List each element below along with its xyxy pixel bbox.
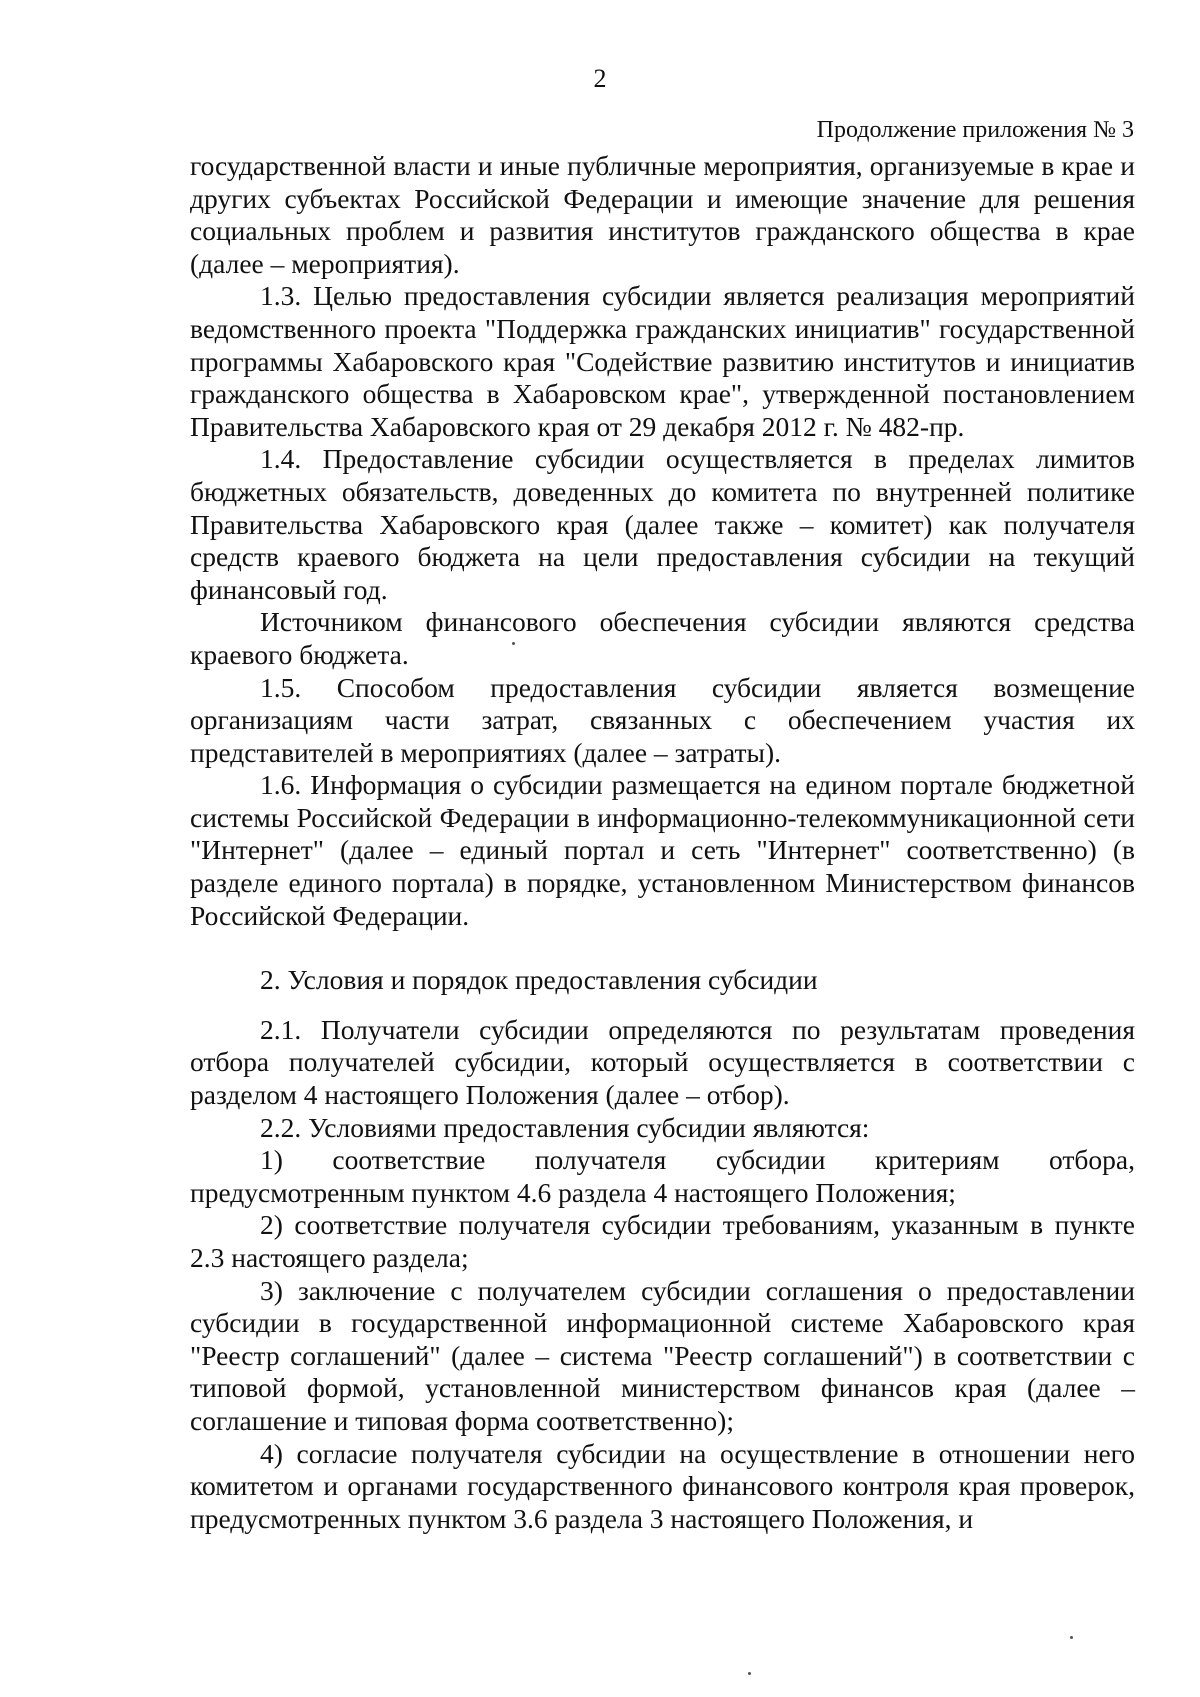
paragraph-1-3: 1.3. Целью предоставления субсидии является реализация мероприятий ведомственного проекта "Поддержка гражданских инициатив" государственной программы Хабаровского края "Содействие развитию институтов и инициатив гражданского общества в Хабаровском крае", утвержденной постановлением Правительства Хабаровского края от 29 декабря 2012 г. № 482-пр. bbox=[190, 280, 1135, 442]
section-heading: 2. Условия и порядок предоставления субсидии bbox=[260, 964, 818, 996]
scan-speck-mark bbox=[512, 642, 515, 645]
paragraph-1-5: 1.5. Способом предоставления субсидии является возмещение организациям части затрат, связанных с обеспечением участия их представителей в мероприятиях (далее – затраты). bbox=[190, 671, 1135, 768]
scan-speck-mark bbox=[748, 1672, 751, 1675]
paragraph-2-2: 2.2. Условиями предоставления субсидии являются: bbox=[260, 1111, 870, 1143]
paragraph-continued: государственной власти и иные публичные мероприятия, организуемые в крае и других субъектах Российской Федерации и имеющие значение для решения социальных проблем и развития институтов гражданского общества в крае (далее – мероприятия). bbox=[190, 150, 1135, 279]
paragraph-funding-source: Источником финансового обеспечения субсидии являются средства краевого бюджета. bbox=[190, 606, 1135, 670]
appendix-continuation-label: Продолжение приложения № 3 bbox=[816, 117, 1134, 143]
list-item-4: 4) согласие получателя субсидии на осуществление в отношении него комитетом и органами государственного финансового контроля края проверок, предусмотренных пунктом 3.6 раздела 3 настоящего Положения, и bbox=[190, 1437, 1135, 1534]
page-number: 2 bbox=[593, 64, 607, 93]
paragraph-2-1: 2.1. Получатели субсидии определяются по результатам проведения отбора получателей субсидии, который осуществляется в соответствии с разделом 4 настоящего Положения (далее – отбор). bbox=[190, 1013, 1135, 1111]
list-item-1: 1) соответствие получателя субсидии критериям отбора, предусмотренным пунктом 4.6 раздела 4 настоящего Положения; bbox=[190, 1144, 1135, 1208]
scan-speck-mark bbox=[1070, 1636, 1073, 1639]
paragraph-1-4: 1.4. Предоставление субсидии осуществляется в пределах лимитов бюджетных обязательств, доведенных до комитета по внутренней политике Правительства Хабаровского края (далее также – комитет) как получателя средств краевого бюджета на цели предоставления субсидии на текущий финансовый год. bbox=[190, 443, 1135, 605]
document-body bbox=[190, 150, 1135, 1535]
paragraph-1-6: 1.6. Информация о субсидии размещается на едином портале бюджетной системы Российской Федерации в информационно-телекоммуникационной сети "Интернет" (далее – единый портал и сеть "Интернет" соответственно) (в разделе единого портала) в порядке, установленном Министерством финансов Российской Федерации. bbox=[190, 769, 1135, 931]
list-item-2: 2) соответствие получателя субсидии требованиям, указанным в пункте 2.3 настоящего раздела; bbox=[190, 1209, 1135, 1273]
list-item-3: 3) заключение с получателем субсидии соглашения о предоставлении субсидии в государственной информационной системе Хабаровского края "Реестр соглашений" (далее – система "Реестр соглашений") в соответствии с типовой формой, установленной министерством финансов края (далее – соглашение и типовая форма соответственно); bbox=[190, 1274, 1135, 1436]
